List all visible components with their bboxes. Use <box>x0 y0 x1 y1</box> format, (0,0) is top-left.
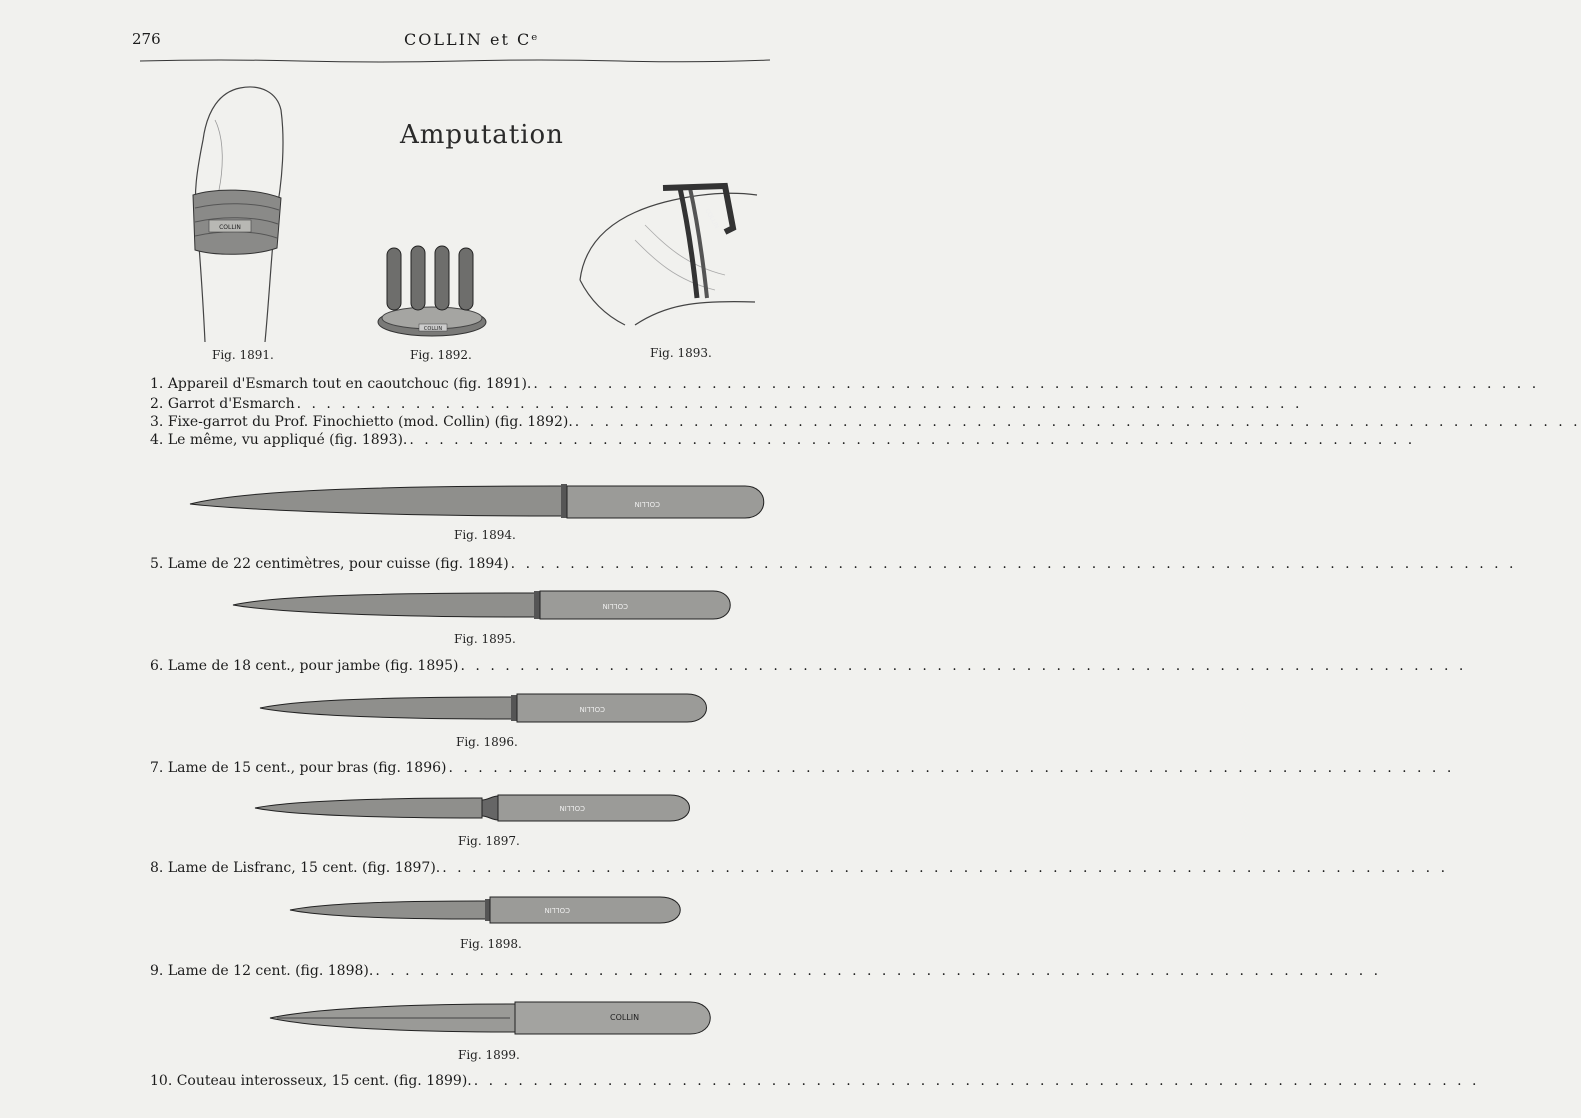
list-item-9 <box>150 963 1382 979</box>
item-text: Fixe-garrot du Prof. Finochietto (mod. Collin) (fig. 1892). <box>167 414 573 430</box>
collin-mark-1896: COLLIN <box>579 705 605 713</box>
list-item-3 <box>150 414 1581 430</box>
leader-dots: . . . . . . . . . . . . . . . . . . . . . . . . . . . . . . . . . . . . . . . . . . . . . . . . . . . . . . . . . . . . . . . . . . . . <box>533 376 1540 392</box>
caption-fig-1898: Fig. 1898. <box>460 937 522 951</box>
item-number: 6. <box>150 658 164 674</box>
item-number: 5. <box>150 556 164 572</box>
leader-dots: . . . . . . . . . . . . . . . . . . . . . . . . . . . . . . . . . . . . . . . . . . . . . . . . . . . . . . . . . . . . . . . . . . . . <box>442 860 1449 876</box>
caption-fig-1891: Fig. 1891. <box>212 348 274 362</box>
collin-mark-1893: COLLIN <box>703 207 721 230</box>
page-title: Amputation <box>400 120 564 150</box>
item-text: Lame de 15 cent., pour bras (fig. 1896) <box>167 760 447 776</box>
list-item-7 <box>150 760 1455 776</box>
caption-fig-1897: Fig. 1897. <box>458 834 520 848</box>
item-number: 8. <box>150 860 164 876</box>
list-item-8 <box>150 860 1449 876</box>
collin-mark-1899: COLLIN <box>610 1013 640 1022</box>
caption-fig-1893: Fig. 1893. <box>650 346 712 360</box>
collin-mark-1897: COLLIN <box>559 804 585 812</box>
leader-dots: . . . . . . . . . . . . . . . . . . . . . . . . . . . . . . . . . . . . . . . . . . . . . . . . . . . . . . . . . . . . . . . . . . . . <box>409 432 1416 448</box>
knife-1896-illustration <box>255 688 715 728</box>
leader-dots: . . . . . . . . . . . . . . . . . . . . . . . . . . . . . . . . . . . . . . . . . . . . . . . . . . . . . . . . . . . . . . . . . . . . <box>460 658 1467 674</box>
caption-fig-1892: Fig. 1892. <box>410 348 472 362</box>
item-number: 4. <box>150 432 164 448</box>
caption-fig-1894: Fig. 1894. <box>454 528 516 542</box>
header-rule <box>140 58 770 64</box>
item-text: Le même, vu appliqué (fig. 1893). <box>167 432 408 448</box>
knife-1898-illustration <box>285 892 690 928</box>
esmarch-bandage-illustration <box>185 80 295 345</box>
item-number: 10. <box>150 1073 173 1089</box>
item-number: 1. <box>150 376 164 392</box>
item-text: Lame de 12 cent. (fig. 1898). <box>167 963 374 979</box>
knife-1895-illustration <box>228 585 738 625</box>
fixe-garrot-illustration <box>375 240 490 340</box>
collin-mark-1894: COLLIN <box>634 500 660 508</box>
item-number: 2. <box>150 396 164 412</box>
applied-tourniquet-illustration <box>575 180 760 340</box>
collin-mark-1891: COLLIN <box>219 224 241 231</box>
item-text: Garrot d'Esmarch <box>167 396 295 412</box>
leader-dots: . . . . . . . . . . . . . . . . . . . . . . . . . . . . . . . . . . . . . . . . . . . . . . . . . . . . . . . . . . . . . . . . . . . . <box>448 760 1455 776</box>
knife-1894-illustration <box>185 478 770 523</box>
knife-1897-illustration <box>250 790 700 826</box>
caption-fig-1899: Fig. 1899. <box>458 1048 520 1062</box>
caption-fig-1895: Fig. 1895. <box>454 632 516 646</box>
list-item-4 <box>150 432 1416 448</box>
leader-dots: . . . . . . . . . . . . . . . . . . . . . . . . . . . . . . . . . . . . . . . . . . . . . . . . . . . . . . . . . . . . . . . . . . . . <box>473 1073 1480 1089</box>
running-header: COLLIN et Cᵉ <box>404 30 540 49</box>
item-text: Lame de Lisfranc, 15 cent. (fig. 1897). <box>167 860 441 876</box>
item-text: Lame de 22 centimètres, pour cuisse (fig. 1894) <box>167 556 509 572</box>
item-number: 7. <box>150 760 164 776</box>
list-item-2 <box>150 396 1303 412</box>
caption-fig-1896: Fig. 1896. <box>456 735 518 749</box>
item-number: 9. <box>150 963 164 979</box>
leader-dots: . . . . . . . . . . . . . . . . . . . . . . . . . . . . . . . . . . . . . . . . . . . . . . . . . . . . . . . . . . . . . . . . . . . . <box>375 963 1382 979</box>
list-item-10 <box>150 1073 1480 1089</box>
leader-dots: . . . . . . . . . . . . . . . . . . . . . . . . . . . . . . . . . . . . . . . . . . . . . . . . . . . . . . . . . . . . . . . . . . . . <box>510 556 1517 572</box>
item-text: Couteau interosseux, 15 cent. (fig. 1899). <box>176 1073 472 1089</box>
collin-mark-1898: COLLIN <box>544 906 570 914</box>
knife-1899-illustration <box>265 998 720 1038</box>
item-text: Appareil d'Esmarch tout en caoutchouc (fig. 1891). <box>167 376 532 392</box>
item-text: Lame de 18 cent., pour jambe (fig. 1895) <box>167 658 459 674</box>
collin-mark-1892: COLLIN <box>423 326 443 332</box>
list-item-6 <box>150 658 1467 674</box>
leader-dots: . . . . . . . . . . . . . . . . . . . . . . . . . . . . . . . . . . . . . . . . . . . . . . . . . . . . . . . . . . . . . . . . . . . . <box>574 414 1581 430</box>
list-item-5 <box>150 556 1517 572</box>
item-number: 3. <box>150 414 164 430</box>
leader-dots: . . . . . . . . . . . . . . . . . . . . . . . . . . . . . . . . . . . . . . . . . . . . . . . . . . . . . . . . . . . . . . . . . . . . <box>296 396 1303 412</box>
list-item-1 <box>150 376 1540 392</box>
collin-mark-1895: COLLIN <box>602 602 628 610</box>
page-number: 276 <box>132 30 161 48</box>
